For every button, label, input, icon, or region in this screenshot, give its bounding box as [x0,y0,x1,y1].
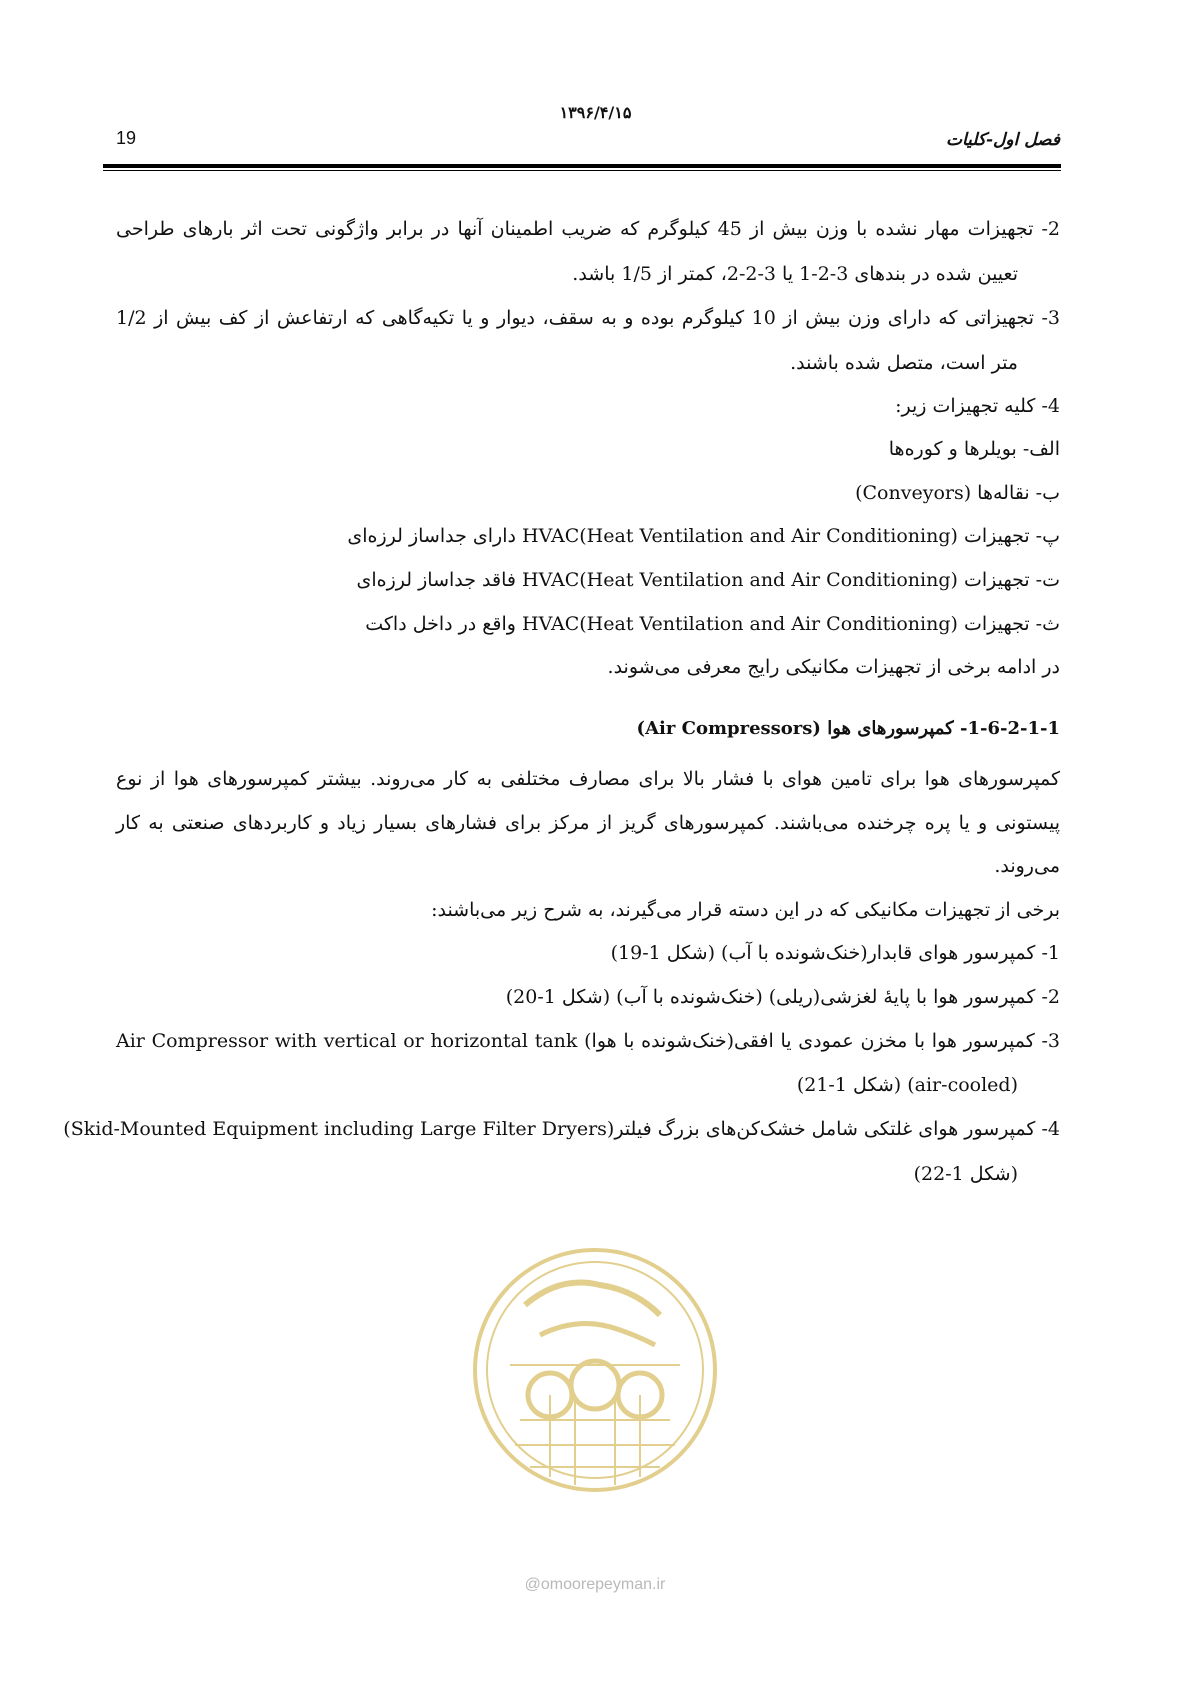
omoore-peyman-stamp-logo [470,1245,720,1495]
section-heading: 1-6-2-1-1- کمپرسورهای هوا (Air Compressors) [636,718,1060,739]
compressor-item-3: 3- کمپرسور هوا با مخزن عمودی یا افقی(خنک‌شونده با هوا) Air Compressor with vertical or horizontal tank [116,1030,1060,1052]
paragraph-line-1: کمپرسورهای هوا برای تامین هوای با فشار بالا برای مصارف مختلفی به کار می‌روند. بیشتر کمپرسورهای هوا از نوع [116,768,1060,790]
watermark-text: @omoorepeyman.ir [524,1576,666,1593]
list-item-4: 4- کلیه تجهیزات زیر: [895,395,1060,417]
paragraph-line-2: پیستونی و یا پره چرخنده می‌باشند. کمپرسورهای گریز از مرکز برای فشارهای بسیار زیاد و کاربردهای صنعتی به کار [116,812,1060,834]
intro-sentence: در ادامه برخی از تجهیزات مکانیکی رایج معرفی می‌شوند. [607,656,1060,678]
header-rule-thin [103,170,1061,171]
compressor-item-4: 4- کمپرسور هوای غلتکی شامل خشک‌کن‌های بزرگ فیلتر(Skid-Mounted Equipment including Large Filter Dryers) [63,1118,1060,1140]
header-rule-thick [103,164,1061,168]
chapter-title: فصل اول-کلیات [945,130,1060,150]
sub-item-te: ت- تجهیزات (HVAC(Heat Ventilation and Air Conditioning فاقد جداساز لرزه‌ای [356,569,1060,591]
compressor-item-3-cont: (air-cooled) (شکل 1-21) [796,1074,1018,1096]
list-item-2: 2- تجهیزات مهار نشده با وزن بیش از 45 کیلوگرم که ضریب اطمینان آنها در برابر واژگونی تحت اثر بارهای طراحی [116,218,1060,240]
sub-item-be: ب- نقاله‌ها (Conveyors) [855,482,1060,504]
paragraph-line-3: می‌روند. [994,855,1060,877]
list-intro: برخی از تجهیزات مکانیکی که در این دسته قرار می‌گیرند، به شرح زیر می‌باشند: [431,899,1060,921]
list-item-3-cont: متر است، متصل شده باشند. [790,352,1018,374]
sub-item-alef: الف- بویلرها و کوره‌ها [888,438,1060,460]
compressor-item-4-cont: (شکل 1-22) [913,1163,1018,1185]
sub-item-se: ث- تجهیزات (HVAC(Heat Ventilation and Air Conditioning واقع در داخل داکت [365,613,1060,635]
compressor-item-2: 2- کمپرسور هوا با پایهٔ لغزشی(ریلی) (خنک‌شونده با آب) (شکل 1-20) [505,986,1060,1008]
list-item-3: 3- تجهیزاتی که دارای وزن بیش از 10 کیلوگرم بوده و به سقف، دیوار و یا تکیه‌گاهی که ارتفاعش از کف بیش از 1/2 [116,307,1060,329]
compressor-item-1: 1- کمپرسور هوای قابدار(خنک‌شونده با آب) (شکل 1-19) [610,942,1060,964]
page-number: 19 [116,128,137,148]
sub-item-pe: پ- تجهیزات (HVAC(Heat Ventilation and Air Conditioning دارای جداساز لرزه‌ای [347,525,1060,547]
page-date: ۱۳۹۶/۴/۱۵ [559,103,632,122]
list-item-2-cont: تعیین شده در بندهای 3-2-1 یا 3-2-2، کمتر از 1/5 باشد. [572,263,1018,285]
